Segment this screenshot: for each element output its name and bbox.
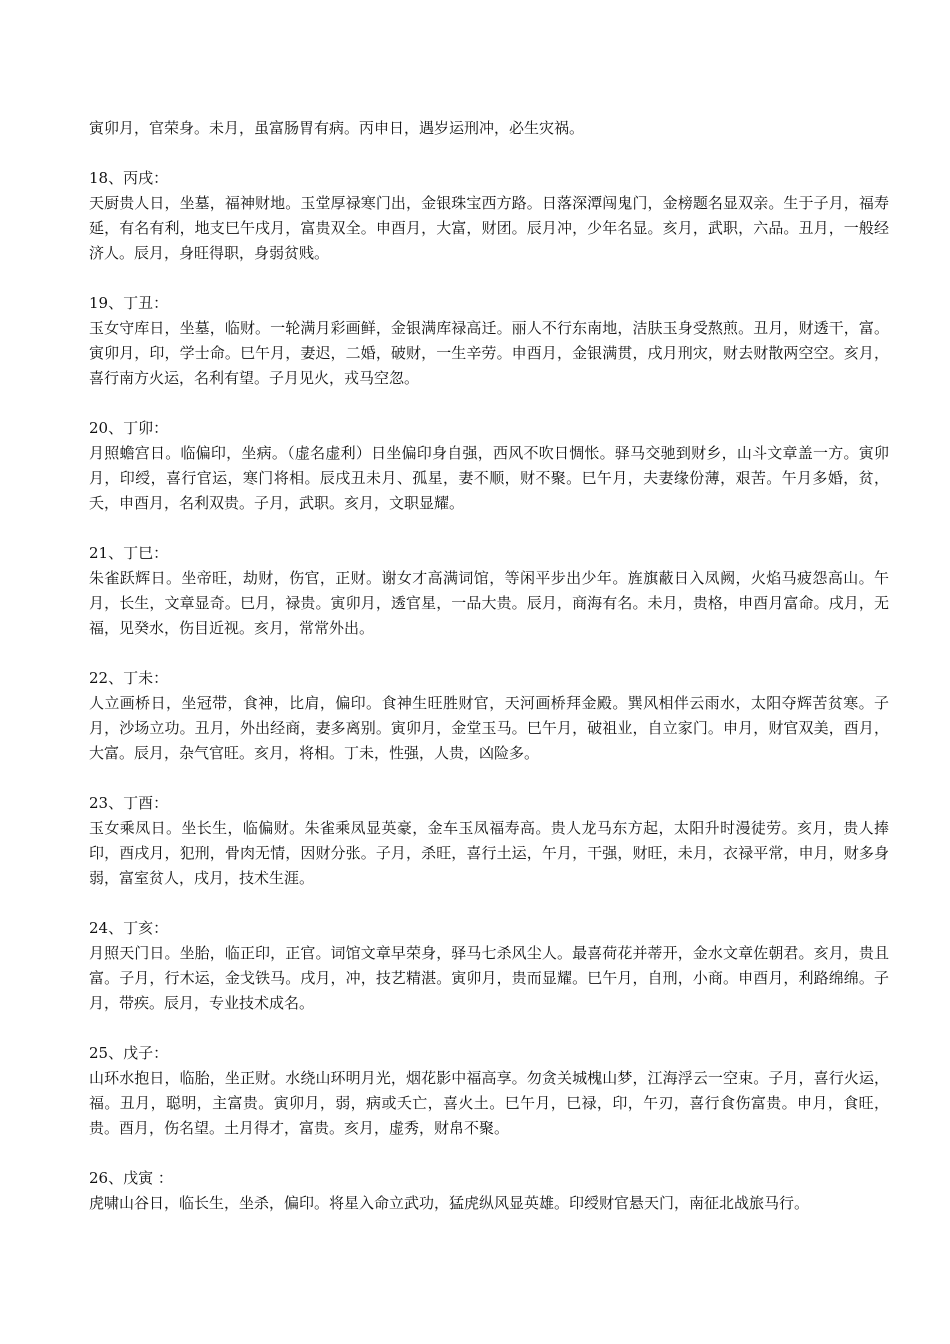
entry-20 <box>89 416 889 516</box>
entry-title: 22、丁未： <box>89 669 169 687</box>
entry-23 <box>89 791 889 891</box>
entry-26 <box>89 1166 889 1216</box>
entry-25 <box>89 1041 889 1141</box>
entry-body: 山环水抱日，临胎，坐正财。水绕山环明月光，烟花影中福高享。勿贪关城槐山梦，江海浮云一空束。子月，喜行火运，福。丑月，聪明，主富贵。寅卯月，弱，病或夭亡，喜火土。巳午月，巳禄，印，午刃，喜行食伤富贵。申月，食旺，贵。酉月，伤名望。土月得才，富贵。亥月，虚秀，财帛不聚。 <box>89 1069 889 1137</box>
entry-title: 18、丙戌： <box>89 169 169 187</box>
entry-18 <box>89 166 889 266</box>
entry-body: 玉女守库日，坐墓，临财。一轮满月彩画鲜，金银满库禄高迁。丽人不行东南地，洁肤玉身受熬煎。丑月，财透干，富。寅卯月，印，学士命。巳午月，妻迟，二婚，破财，一生辛劳。申酉月，金银满贯，戌月刑灾，财去财散两空空。亥月，喜行南方火运，名利有望。子月见火，戎马空忽。 <box>89 319 889 387</box>
entry-21 <box>89 541 889 641</box>
entry-title: 19、丁丑： <box>89 294 169 312</box>
document-page <box>89 116 889 1216</box>
entry-body: 天厨贵人日，坐墓，福神财地。玉堂厚禄寒门出，金银珠宝西方路。日落深潭闯鬼门，金榜题名显双亲。生于子月，福寿延，有名有利，地支巳午戌月，富贵双全。申酉月，大富，财团。辰月冲，少年名显。亥月，武职，六品。丑月，一般经济人。辰月，身旺得职，身弱贫贱。 <box>89 194 889 262</box>
entry-title: 23、丁酉： <box>89 794 169 812</box>
entry-body: 虎啸山谷日，临长生，坐杀，偏印。将星入命立武功，猛虎纵风显英雄。印绶财官悬天门，南征北战旅马行。 <box>89 1194 810 1212</box>
entry-title: 25、戊子： <box>89 1044 169 1062</box>
entry-body: 月照蟾宫日。临偏印，坐病。（虚名虚利）日坐偏印身自强，西风不吹日惆怅。驿马交驰到财乡，山斗文章盖一方。寅卯月，印绶，喜行官运，寒门将相。辰戌丑未月、孤星，妻不顺，财不聚。巳午月，夫妻缘份薄，艰苦。午月多婚，贫，夭，申酉月，名利双贵。子月，武职。亥月，文职显耀。 <box>89 444 889 512</box>
entry-22 <box>89 666 889 766</box>
intro-paragraph: 寅卯月，官荣身。未月，虽富肠胃有病。丙申日，遇岁运刑冲，必生灾祸。 <box>89 119 585 137</box>
entry-title: 21、丁巳： <box>89 544 169 562</box>
entry-body: 玉女乘凤日。坐长生，临偏财。朱雀乘凤显英豪，金车玉凤福寿高。贵人龙马东方起，太阳升时漫徒劳。亥月，贵人捧印，酉戌月，犯刑，骨肉无情，因财分张。子月，杀旺，喜行土运，午月，干强，财旺，未月，衣禄平常，申月，财多身弱，富室贫人，戌月，技术生涯。 <box>89 819 889 887</box>
entry-body: 月照天门日。坐胎，临正印，正官。词馆文章早荣身，驿马七杀风尘人。最喜荷花并蒂开，金水文章佐朝君。亥月，贵且富。子月，行木运，金戈铁马。戌月，冲，技艺精湛。寅卯月，贵而显耀。巳午月，自刑，小商。申酉月，利路绵绵。子月，带疾。辰月，专业技术成名。 <box>89 944 889 1012</box>
entry-title: 20、丁卯： <box>89 419 169 437</box>
entry-24 <box>89 916 889 1016</box>
entry-body: 人立画桥日，坐冠带，食神，比肩，偏印。食神生旺胜财官，天河画桥拜金殿。巽风相伴云雨水，太阳夺辉苦贫寒。子月，沙场立功。丑月，外出经商，妻多离别。寅卯月，金堂玉马。巳午月，破祖业，自立家门。申月，财官双美，酉月，大富。辰月，杂气官旺。亥月，将相。丁未，性强，人贵，凶险多。 <box>89 694 889 762</box>
entry-title: 26、戊寅 ： <box>89 1169 173 1187</box>
entry-19 <box>89 291 889 391</box>
entry-title: 24、丁亥： <box>89 919 169 937</box>
entry-body: 朱雀跃辉日。坐帝旺，劫财，伤官，正财。谢女才高满词馆，等闲平步出少年。旌旗蔽日入凤阙，火焰马疲怨高山。午月，长生，文章显奇。巳月，禄贵。寅卯月，透官星，一品大贵。辰月，商海有名。未月，贵格，申酉月富命。戌月，无福，见癸水，伤目近视。亥月，常常外出。 <box>89 569 889 637</box>
